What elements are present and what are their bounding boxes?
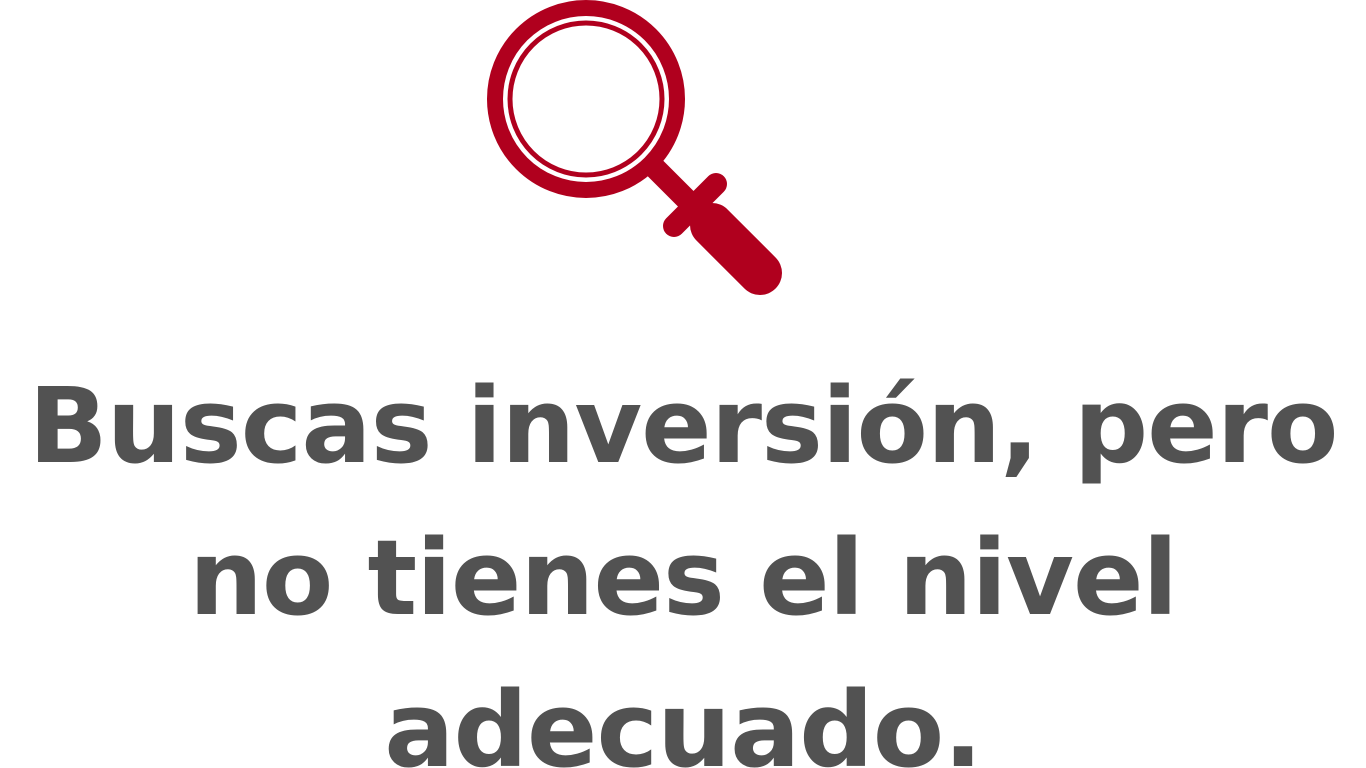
- headline-line-2: no tienes el nivel: [188, 517, 1178, 639]
- headline-line-1: Buscas inversión, pero: [28, 365, 1338, 487]
- headline: [0, 350, 1366, 768]
- headline-line-3: adecuado.: [384, 669, 982, 768]
- magnifying-glass-icon: [480, 0, 790, 305]
